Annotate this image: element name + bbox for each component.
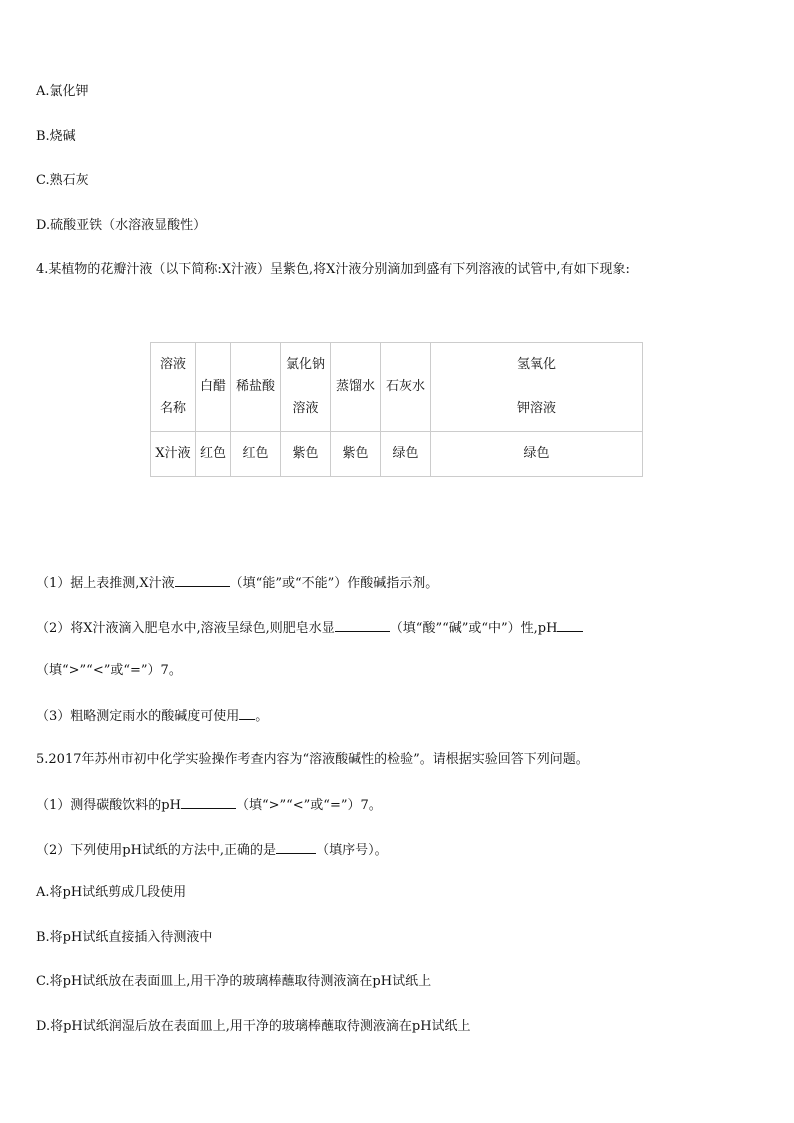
header-text: 蒸馏水 [335,379,375,394]
table-header-cell [431,343,643,432]
q5-sub1-text: （1）测得碳酸饮料的pH [36,798,181,813]
table-header-cell [281,343,331,432]
header-text: 溶液 [159,357,186,372]
q4-sub3-text-end: 。 [255,709,269,724]
table-header-cell [231,343,281,432]
answer-blank[interactable] [181,795,236,809]
q4-sub1-text: （1）据上表推测,X汁液 [36,576,175,591]
table-header-cell [196,343,231,432]
header-text: 稀盐酸 [235,379,275,394]
header-text: 白醋 [199,379,226,394]
question-5-stem: 5.2017年苏州市初中化学实验操作考查内容为“溶液酸碱性的检验”。请根据实验回答下列问题。 [36,752,589,767]
q5-sub1 [36,795,382,815]
q4-sub3 [36,706,268,726]
answer-blank[interactable] [276,840,316,854]
question-4-stem: 4.某植物的花瓣汁液（以下简称:X汁液）呈紫色,将X汁液分别滴加到盛有下列溶液的试管中,有如下现象: [36,262,630,277]
option-a-q5: A.将pH试纸剪成几段使用 [36,885,187,900]
header-text: 氯化钠 [285,357,325,372]
q5-sub2 [36,840,388,860]
table-cell: 紫色 [281,432,331,477]
q4-sub3-text: （3）粗略测定雨水的酸碱度可使用 [36,709,240,724]
header-text: 氢氧化 [516,357,556,372]
q5-sub2-text-end: （填序号）。 [316,843,388,858]
table-header-cell [381,343,431,432]
q4-sub2 [36,618,583,638]
table-header-cell [331,343,381,432]
option-c-q5: C.将pH试纸放在表面皿上,用干净的玻璃棒蘸取待测液滴在pH试纸上 [36,974,432,989]
table-header-row [151,343,643,432]
indicator-table [150,342,643,477]
option-d-q3: D.硫酸亚铁（水溶液显酸性） [36,218,207,233]
answer-blank[interactable] [557,618,583,632]
table-cell: 绿色 [431,432,643,477]
q4-sub1 [36,573,438,593]
header-text: 钾溶液 [516,401,556,416]
header-text: 名称 [159,401,186,416]
table-cell: 紫色 [331,432,381,477]
option-a-q3: A.氯化钾 [36,84,89,99]
header-text: 石灰水 [385,379,425,394]
q4-sub2-text-mid: （填“酸”“碱”或“中”）性,pH [389,621,558,636]
table-cell: 红色 [231,432,281,477]
option-c-q3: C.熟石灰 [36,173,89,188]
table-header-cell [151,343,196,432]
option-b-q5: B.将pH试纸直接插入待测液中 [36,930,213,945]
table-cell: 红色 [196,432,231,477]
answer-blank[interactable] [239,706,255,720]
answer-blank[interactable] [175,573,230,587]
q5-sub1-text-end: （填“>”“<”或“=”）7。 [235,798,382,813]
q4-sub2-text: （2）将X汁液滴入肥皂水中,溶液呈绿色,则肥皂水显 [36,621,335,636]
q4-sub1-text-end: （填“能”或“不能”）作酸碱指示剂。 [229,576,439,591]
table-cell: 绿色 [381,432,431,477]
table-cell: X汁液 [151,432,196,477]
answer-blank[interactable] [335,618,390,632]
q4-sub2-continued: （填“>”“<”或“=”）7。 [36,663,182,678]
option-d-q5: D.将pH试纸润湿后放在表面皿上,用干净的玻璃棒蘸取待测液滴在pH试纸上 [36,1019,471,1034]
q5-sub2-text: （2）下列使用pH试纸的方法中,正确的是 [36,843,277,858]
option-b-q3: B.烧碱 [36,129,76,144]
header-text: 溶液 [292,401,319,416]
table-row [151,432,643,477]
